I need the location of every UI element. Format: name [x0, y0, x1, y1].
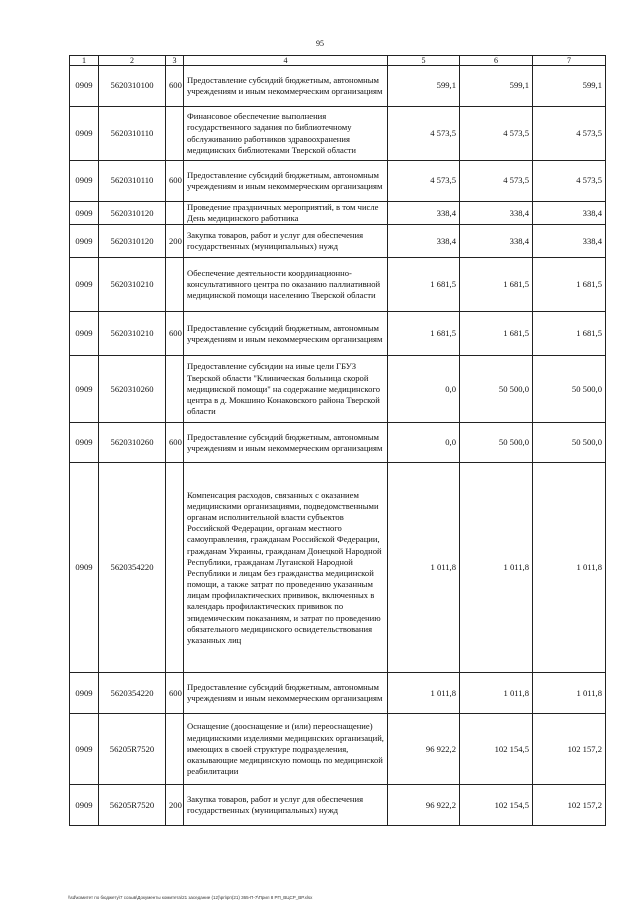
file-path-footer: \\sd\комитет по бюджету\7 созыв\Документы комитета\21 заседание (12)\рп\рп(21) 365-П-7\Прил 8 РП_ВЦСР_ВР.xlsx: [68, 895, 313, 900]
col-header-2: 2: [99, 56, 166, 66]
col-header-3: 3: [166, 56, 184, 66]
amount-cell-3: 102 157,2: [533, 785, 606, 826]
amount-cell-1: 1 681,5: [388, 312, 460, 356]
amount-cell-1: 338,4: [388, 202, 460, 225]
expense-type-cell: 600: [166, 66, 184, 107]
section-cell: 0909: [70, 785, 99, 826]
table-row: [70, 202, 606, 225]
amount-cell-3: 1 011,8: [533, 463, 606, 673]
table-row: [70, 356, 606, 423]
section-cell: 0909: [70, 107, 99, 161]
target-code-cell: 5620310100: [99, 66, 166, 107]
description-cell: Предоставление субсидии на иные цели ГБУЗ Тверской области "Клиническая больница скорой медицинской помощи" на содержание медицинского центра в д. Мокшино Конаковского района Тверской области: [184, 356, 388, 423]
amount-cell-2: 599,1: [460, 66, 533, 107]
description-cell: Предоставление субсидий бюджетным, автономным учреждениям и иным некоммерческим организациям: [184, 423, 388, 463]
amount-cell-2: 1 681,5: [460, 312, 533, 356]
expense-type-cell: [166, 463, 184, 673]
amount-cell-3: 4 573,5: [533, 161, 606, 202]
description-cell: Предоставление субсидий бюджетным, автономным учреждениям и иным некоммерческим организациям: [184, 161, 388, 202]
budget-table: [69, 55, 606, 826]
amount-cell-3: 338,4: [533, 202, 606, 225]
amount-cell-2: 50 500,0: [460, 423, 533, 463]
section-cell: 0909: [70, 423, 99, 463]
target-code-cell: 5620310120: [99, 225, 166, 258]
target-code-cell: 5620354220: [99, 463, 166, 673]
description-cell: Компенсация расходов, связанных с оказанием медицинскими организациями, подведомственными органам исполнительной власти субъектов Российской Федерации, органам местного самоуправления, гражданам Российской Федерации, гражданам Украины, гражданам Донецкой Народной Республики, гражданам Луганской Народной Республики и лицам без гражданства медицинской помощи, а также затрат по проведению указанным лицам профилактических прививок, включенных в календарь профилактических прививок по эпидемическим показаниям, и затрат по проведению обязательного медицинского освидетельствования указанных лиц: [184, 463, 388, 673]
target-code-cell: 5620310210: [99, 312, 166, 356]
section-cell: 0909: [70, 225, 99, 258]
description-cell: Проведение праздничных мероприятий, в том числе День медицинского работника: [184, 202, 388, 225]
table-row: [70, 785, 606, 826]
table-header-row: [70, 56, 606, 66]
amount-cell-1: 0,0: [388, 356, 460, 423]
section-cell: 0909: [70, 714, 99, 785]
section-cell: 0909: [70, 161, 99, 202]
section-cell: 0909: [70, 202, 99, 225]
col-header-1: 1: [70, 56, 99, 66]
col-header-6: 6: [460, 56, 533, 66]
amount-cell-2: 102 154,5: [460, 785, 533, 826]
description-cell: Закупка товаров, работ и услуг для обеспечения государственных (муниципальных) нужд: [184, 785, 388, 826]
amount-cell-3: 338,4: [533, 225, 606, 258]
target-code-cell: 56205R7520: [99, 714, 166, 785]
amount-cell-1: 96 922,2: [388, 785, 460, 826]
table-row: [70, 463, 606, 673]
page-number: 95: [316, 39, 324, 48]
col-header-5: 5: [388, 56, 460, 66]
target-code-cell: 5620310120: [99, 202, 166, 225]
amount-cell-3: 1 681,5: [533, 312, 606, 356]
description-cell: Предоставление субсидий бюджетным, автономным учреждениям и иным некоммерческим организациям: [184, 312, 388, 356]
expense-type-cell: 200: [166, 225, 184, 258]
table-row: [70, 714, 606, 785]
expense-type-cell: 600: [166, 673, 184, 714]
amount-cell-3: 1 681,5: [533, 258, 606, 312]
amount-cell-1: 4 573,5: [388, 161, 460, 202]
description-cell: Обеспечение деятельности координационно-консультативного центра по оказанию паллиативной медицинской помощи населению Тверской области: [184, 258, 388, 312]
expense-type-cell: 600: [166, 161, 184, 202]
expense-type-cell: [166, 107, 184, 161]
amount-cell-3: 4 573,5: [533, 107, 606, 161]
amount-cell-1: 1 011,8: [388, 463, 460, 673]
expense-type-cell: [166, 714, 184, 785]
description-cell: Предоставление субсидий бюджетным, автономным учреждениям и иным некоммерческим организациям: [184, 673, 388, 714]
description-cell: Закупка товаров, работ и услуг для обеспечения государственных (муниципальных) нужд: [184, 225, 388, 258]
amount-cell-3: 102 157,2: [533, 714, 606, 785]
target-code-cell: 56205R7520: [99, 785, 166, 826]
table-row: [70, 161, 606, 202]
amount-cell-1: 1 681,5: [388, 258, 460, 312]
table-row: [70, 225, 606, 258]
amount-cell-2: 1 011,8: [460, 463, 533, 673]
expense-type-cell: [166, 356, 184, 423]
amount-cell-1: 338,4: [388, 225, 460, 258]
amount-cell-2: 102 154,5: [460, 714, 533, 785]
col-header-4: 4: [184, 56, 388, 66]
target-code-cell: 5620354220: [99, 673, 166, 714]
expense-type-cell: [166, 258, 184, 312]
expense-type-cell: 600: [166, 423, 184, 463]
amount-cell-1: 599,1: [388, 66, 460, 107]
target-code-cell: 5620310110: [99, 107, 166, 161]
target-code-cell: 5620310260: [99, 423, 166, 463]
expense-type-cell: 600: [166, 312, 184, 356]
amount-cell-2: 4 573,5: [460, 161, 533, 202]
expense-type-cell: 200: [166, 785, 184, 826]
amount-cell-2: 50 500,0: [460, 356, 533, 423]
section-cell: 0909: [70, 258, 99, 312]
amount-cell-1: 96 922,2: [388, 714, 460, 785]
description-cell: Финансовое обеспечение выполнения государственного задания по библиотечному обслуживанию работников здравоохранения медицинских библиотеками Тверской области: [184, 107, 388, 161]
table-row: [70, 312, 606, 356]
amount-cell-1: 4 573,5: [388, 107, 460, 161]
amount-cell-2: 338,4: [460, 202, 533, 225]
amount-cell-3: 50 500,0: [533, 423, 606, 463]
section-cell: 0909: [70, 312, 99, 356]
col-header-7: 7: [533, 56, 606, 66]
section-cell: 0909: [70, 66, 99, 107]
amount-cell-2: 1 681,5: [460, 258, 533, 312]
target-code-cell: 5620310110: [99, 161, 166, 202]
table-row: [70, 258, 606, 312]
description-cell: Предоставление субсидий бюджетным, автономным учреждениям и иным некоммерческим организациям: [184, 66, 388, 107]
amount-cell-3: 50 500,0: [533, 356, 606, 423]
table-row: [70, 66, 606, 107]
amount-cell-1: 1 011,8: [388, 673, 460, 714]
section-cell: 0909: [70, 673, 99, 714]
section-cell: 0909: [70, 356, 99, 423]
target-code-cell: 5620310260: [99, 356, 166, 423]
description-cell: Оснащение (дооснащение и (или) переоснащение) медицинскими изделиями медицинских организаций, имеющих в своей структуре подразделения, оказывающие медицинскую помощь по медицинской реабилитации: [184, 714, 388, 785]
amount-cell-2: 338,4: [460, 225, 533, 258]
amount-cell-2: 1 011,8: [460, 673, 533, 714]
table-row: [70, 423, 606, 463]
amount-cell-2: 4 573,5: [460, 107, 533, 161]
expense-type-cell: [166, 202, 184, 225]
amount-cell-3: 599,1: [533, 66, 606, 107]
section-cell: 0909: [70, 463, 99, 673]
amount-cell-1: 0,0: [388, 423, 460, 463]
table-row: [70, 107, 606, 161]
target-code-cell: 5620310210: [99, 258, 166, 312]
amount-cell-3: 1 011,8: [533, 673, 606, 714]
table-row: [70, 673, 606, 714]
